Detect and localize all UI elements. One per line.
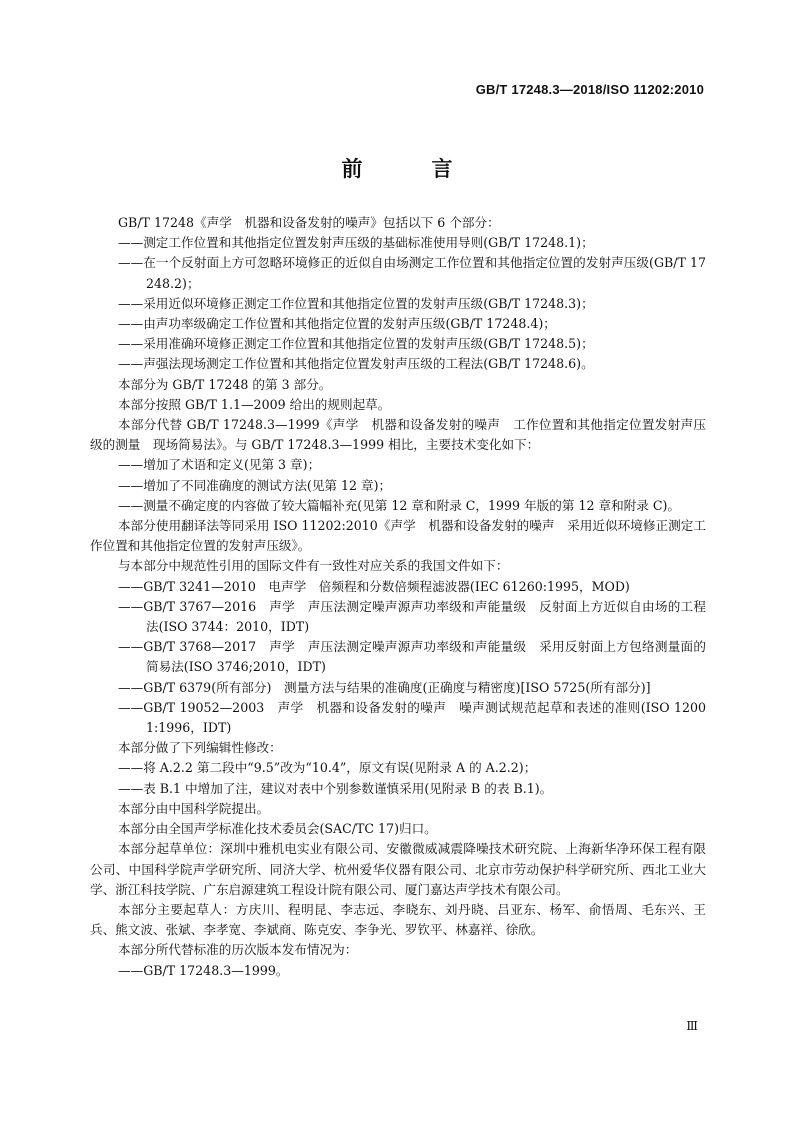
paragraph: 本部分起草单位：深圳中雅机电实业有限公司、安徽微威减震降噪技术研究院、上海新华净环保工程有限公司、中国科学院声学研究所、同济大学、杭州爱华仪器有限公司、北京市劳动保护科学研究所、西北工业大学、浙江科技学院、广东启源建筑工程设计院有限公司、厦门嘉达声学技术有限公司。 [90,841,706,897]
paragraph: 与本部分中规范性引用的国际文件有一致性对应关系的我国文件如下： [118,558,509,574]
page-title: 前 言 [341,157,477,181]
list-item: ——测量不确定度的内容做了较大篇幅补充(见第 12 章和附录 C，1999 年版的第 12 章和附录 C)。 [118,497,681,513]
list-item: ——表 B.1 中增加了注，建议对表中个别参数谨慎采用(见附录 B 的表 B.1)。 [118,780,553,796]
list-item: ——GB/T 17248.3—1999。 [118,962,289,978]
paragraph: GB/T 17248《声学 机器和设备发射的噪声》包括以下 6 个部分： [118,215,500,230]
page-number: Ⅲ [686,1019,698,1033]
paragraph: 本部分代替 GB/T 17248.3—1999《声学 机器和设备发射的噪声 工作位置和其他指定位置发射声压级的测量 现场简易法》。与 GB/T 17248.3—1999 相比，主要技术变化如下： [90,417,706,453]
list-item: ——GB/T 19052—2003 声学 机器和设备发射的噪声 噪声测试规范起草和表述的准则(ISO 12001:1996，IDT) [118,699,706,736]
list-item: ——增加了术语和定义(见第 3 章)； [118,457,321,473]
paragraph: 本部分为 GB/T 17248 的第 3 部分。 [118,376,332,392]
standard-code-header: GB/T 17248.3—2018/ISO 11202:2010 [475,82,704,97]
list-item: ——由声功率级确定工作位置和其他指定位置的发射声压级(GB/T 17248.4)； [118,316,556,332]
paragraph: 本部分做了下列编辑性修改： [118,740,282,756]
paragraph: 本部分所代替标准的历次版本发布情况为： [118,942,358,958]
list-item: ——GB/T 6379(所有部分) 测量方法与结果的准确度(正确度与精密度)[ISO 5725(所有部分)] [118,679,651,695]
list-item: ——声强法现场测定工作位置和其他指定位置发射声压级的工程法(GB/T 17248.6)。 [118,356,594,372]
list-item: ——将 A.2.2 第二段中“9.5”改为“10.4”，原文有误(见附录 A 的 A.2.2)； [118,760,537,776]
list-item: ——增加了不同准确度的测试方法(见第 12 章)； [118,477,392,493]
paragraph: 本部分按照 GB/T 1.1—2009 给出的规则起草。 [118,396,391,412]
list-item: ——GB/T 3241—2010 电声学 倍频程和分数倍频程滤波器(IEC 61260:1995，MOD) [118,578,630,594]
paragraph: 本部分主要起草人：方庆川、程明昆、李志远、李晓东、刘丹晓、吕亚东、杨军、俞悟周、毛东兴、王兵、熊文波、张斌、李孝宽、李斌商、陈克安、李争光、罗钦平、林嘉祥、徐欣。 [90,901,706,938]
foreword-body [90,213,706,981]
list-item: ——采用近似环境修正测定工作位置和其他指定位置的发射声压级(GB/T 17248.3)； [118,295,594,311]
list-item: ——GB/T 3767—2016 声学 声压法测定噪声源声功率级和声能量级 反射面上方近似自由场的工程法(ISO 3744：2010，IDT) [118,598,706,635]
list-item: ——测定工作位置和其他指定位置发射声压级的基础标准使用导则(GB/T 17248.1)； [118,235,594,251]
list-item: ——采用准确环境修正测定工作位置和其他指定位置的发射声压级(GB/T 17248.5)； [118,336,594,352]
paragraph: 本部分使用翻译法等同采用 ISO 11202:2010《声学 机器和设备发射的噪声 采用近似环境修正测定工作位置和其他指定位置的发射声压级》。 [90,518,706,554]
list-item: ——GB/T 3768—2017 声学 声压法测定噪声源声功率级和声能量级 采用反射面上方包络测量面的简易法(ISO 3746;2010，IDT) [118,639,706,675]
paragraph: 本部分由中国科学院提出。 [118,800,270,816]
paragraph: 本部分由全国声学标准化技术委员会(SAC/TC 17)归口。 [118,821,437,837]
list-item: ——在一个反射面上方可忽略环境修正的近似自由场测定工作位置和其他指定位置的发射声压级(GB/T 17248.2)； [118,255,706,291]
